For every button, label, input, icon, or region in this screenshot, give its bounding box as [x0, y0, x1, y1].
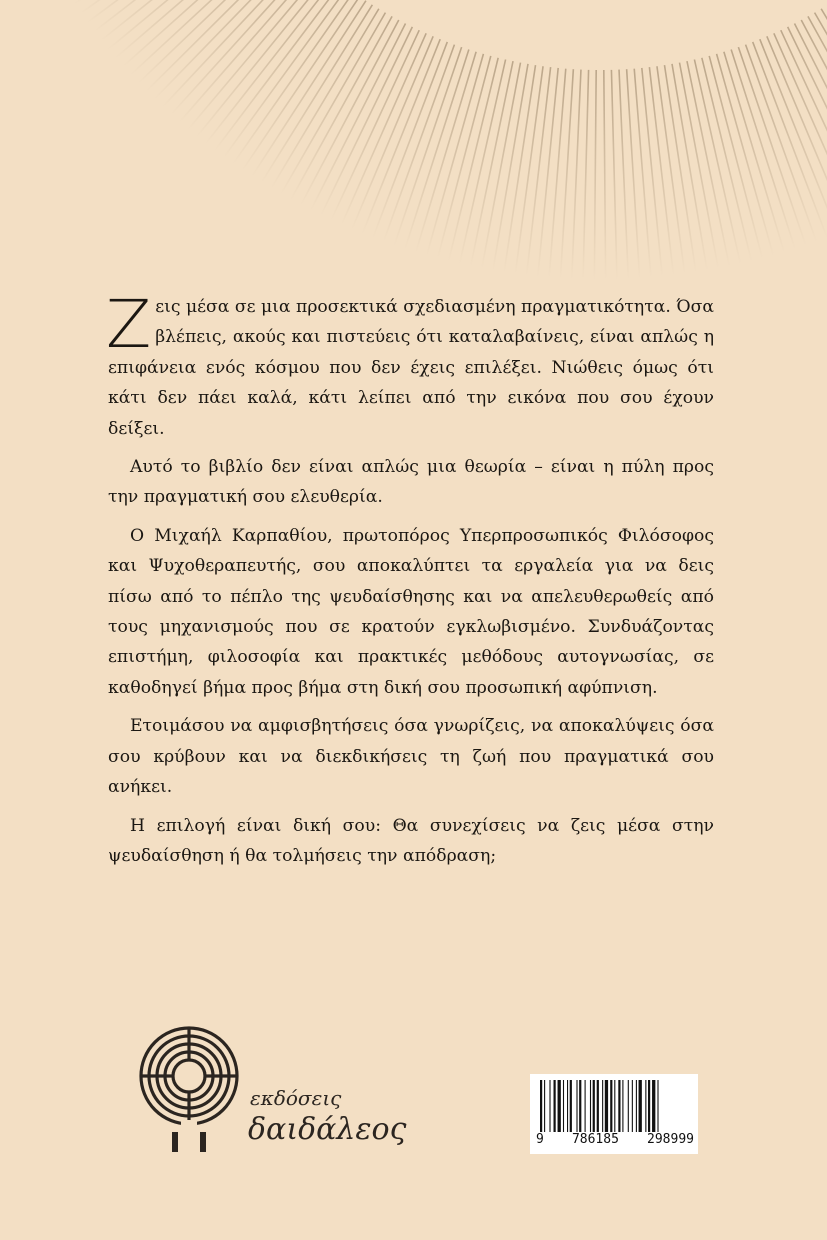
ray	[138, 0, 289, 83]
ray	[594, 70, 596, 280]
barcode-bar	[549, 1080, 550, 1132]
barcode-bar	[628, 1080, 629, 1132]
barcode-bar	[593, 1080, 595, 1132]
barcode-bar	[597, 1080, 599, 1132]
barcode-bar	[567, 1080, 568, 1132]
barcode-bar	[605, 1080, 608, 1132]
ray	[611, 70, 617, 280]
ray	[738, 47, 806, 246]
ray	[680, 63, 719, 269]
barcode-bar	[618, 1080, 620, 1132]
barcode-digit-group-3: 298999	[647, 1132, 694, 1147]
paragraph-3: Ο Μιχαήλ Καρπαθίου, πρωτοπόρος Υπερπροσωπικός Φιλόσοφος και Ψυχοθεραπευτής, σου αποκαλύπτει τα εργαλεία για να δεις πίσω από το πέπλο της ψευδαίσθησης και να απελευθερωθείς από τους μηχανισμούς που σε κρατούν εγκλωβισμένο. Συνδυάζοντας επιστήμη, φιλοσοφία και πρακτικές μεθόδους αυτογνωσίας, σε καθοδηγεί βήμα προς βήμα στη δική σου προσωπική αφύπνιση.	[108, 525, 714, 698]
ray	[383, 45, 454, 243]
barcode	[530, 1074, 698, 1154]
ray	[394, 47, 462, 246]
barcode-digit-group-1: 9	[536, 1132, 544, 1147]
ray	[724, 52, 784, 253]
barcode-number	[536, 1132, 694, 1147]
barcode-bar	[648, 1080, 650, 1132]
paragraph-1	[106, 286, 714, 444]
ray	[604, 70, 606, 280]
ray	[619, 70, 628, 280]
barcode-bar	[540, 1080, 542, 1132]
barcode-bar	[614, 1080, 615, 1132]
ray	[179, 0, 317, 122]
ray	[482, 63, 521, 269]
ray	[687, 61, 729, 267]
drop-cap: Ζ	[106, 286, 152, 363]
barcode-bar	[622, 1080, 623, 1132]
ray	[746, 45, 817, 243]
barcode-bar	[636, 1080, 637, 1132]
barcode-bar	[554, 1080, 556, 1132]
sunburst-rays	[0, 0, 827, 280]
ray	[87, 0, 255, 23]
barcode-bar	[563, 1080, 564, 1132]
ray	[583, 70, 589, 280]
ray	[271, 9, 379, 189]
barcode-bar	[632, 1080, 633, 1132]
barcode-bar	[602, 1080, 603, 1132]
ray	[206, 0, 335, 144]
barcode-bar	[590, 1080, 591, 1132]
barcode-bar	[657, 1080, 658, 1132]
publisher-name: δαιδάλεος	[248, 1112, 407, 1147]
publisher-label: εκδόσεις	[250, 1086, 342, 1110]
barcode-bar	[645, 1080, 646, 1132]
paragraph-2: Αυτό το βιβλίο δεν είναι απλώς μια θεωρία – είναι η πύλη προς την πραγματική σου ελευθερία.	[108, 457, 714, 508]
barcode-bar	[544, 1080, 545, 1132]
barcode-bar	[576, 1080, 577, 1132]
labyrinth-icon	[134, 1014, 244, 1154]
ray	[634, 69, 651, 278]
ray	[471, 61, 513, 267]
barcode-bar	[652, 1080, 655, 1132]
barcode-digit-group-2: 786185	[571, 1132, 619, 1147]
back-cover-text	[106, 286, 714, 879]
barcode-bar	[610, 1080, 612, 1132]
barcode-bar	[570, 1080, 572, 1132]
barcode-bars	[540, 1080, 690, 1132]
ray	[538, 68, 558, 277]
ray	[572, 70, 581, 280]
paragraph-5: Η επιλογή είναι δική σου: Θα συνεχίσεις να ζεις μέσα στην ψευδαίσθηση ή θα τολμήσεις την απόδραση;	[108, 815, 714, 866]
paragraph-1-text: εις μέσα σε μια προσεκτικά σχεδιασμένη πραγματικότητα. Όσα βλέπεις, ακούς και πιστεύεις ότι καταλαβαίνεις, είναι απλώς η επιφάνεια ενός κόσμου που δεν έχεις επιλέξει. Νιώθεις όμως ότι κάτι δεν πάει καλά, κάτι λείπει από την εικόνα που σου έχουν δείξει.	[108, 297, 714, 439]
barcode-bar	[585, 1080, 586, 1132]
ray	[261, 5, 372, 183]
ray	[642, 68, 662, 277]
paragraph-4: Ετοιμάσου να αμφισβητήσεις όσα γνωρίζεις, να αποκαλύψεις όσα σου κρύβουν και να διεκδικήσεις τη ζωή που πραγματικά σου ανήκει.	[108, 716, 714, 798]
ray	[242, 0, 359, 171]
ray	[549, 69, 566, 278]
ray	[627, 69, 640, 279]
ray	[560, 69, 573, 279]
ray	[224, 0, 348, 158]
barcode-bar	[558, 1080, 561, 1132]
barcode-bar	[579, 1080, 581, 1132]
ray	[416, 52, 476, 253]
barcode-bar	[639, 1080, 642, 1132]
